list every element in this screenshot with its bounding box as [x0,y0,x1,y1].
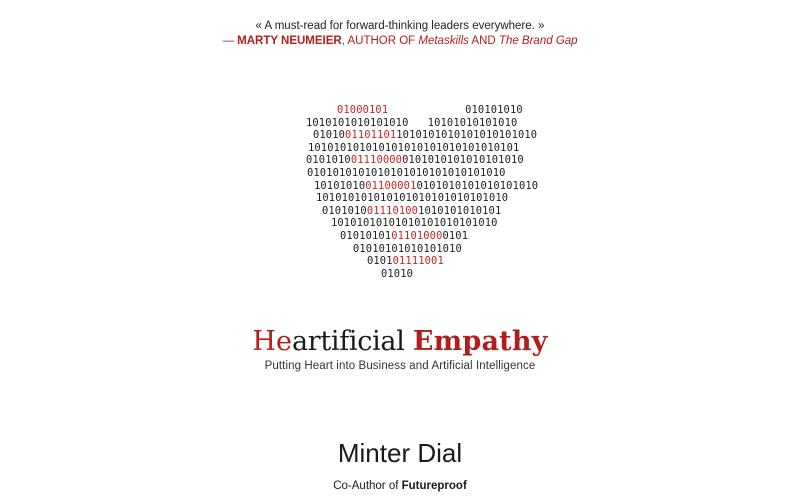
heart-binary-digits: 0101010101010101010101010101010 [307,167,506,179]
heart-binary-digits: 1010101010101010 10101010101010 [306,116,518,129]
heart-binary-digits: 01010 [381,267,414,280]
heart-binary-row [340,230,468,243]
heart-binary-digits: 0101010101010101010 [402,154,524,167]
heart-binary-letter: 01111001 [392,255,444,268]
heart-binary-letter: 01000101 [337,104,389,116]
title-part-artificial: artificial [291,326,413,357]
heart-binary-letter: 01101101 [345,129,397,142]
heart-binary-digits: 1010101010101 [418,204,502,217]
heart-binary-row [307,167,506,180]
title-part-he: He [252,326,292,357]
heart-binary-row [367,255,444,268]
heart-binary-digits: 0101010 [322,204,367,217]
heart-binary-row [314,180,538,193]
heart-binary-row [316,192,508,205]
heart-binary-digits: 0101010 [306,154,351,167]
coauthor-prefix: Co-Author of [333,480,402,492]
heart-binary-row [331,217,498,230]
heart-binary-digits: 0101010101010101010 [416,179,539,192]
heart-binary-row [337,104,523,117]
book-subtitle: Putting Heart into Business and Artificial Intelligence [264,360,536,372]
heart-binary-digits: 01010101010101010 [353,242,462,255]
heart-binary-digits: 01010 [313,129,346,142]
heart-binary-row [353,243,462,256]
endorser-name: MARTY NEUMEIER [237,35,342,47]
heart-binary-digits: 10101010101010101010101010 [331,217,498,230]
heart-binary-digits: 010101010 [465,104,523,116]
heart-binary-row [306,154,524,167]
heart-binary-letter: 01110100 [366,204,419,217]
coauthor-line [0,479,800,493]
attribution-and: AND [468,35,499,47]
title-part-empathy: Empathy [412,326,548,357]
heart-binary-digits: 0101 [442,230,469,242]
endorser-role: , AUTHOR OF [341,35,419,47]
heart-binary-row [308,142,519,155]
endorsement-attribution [0,34,800,49]
heart-binary-row [381,268,413,281]
heart-binary-digits [388,104,465,116]
heart-binary-row [322,205,501,218]
heart-binary-digits: 0101 [367,255,393,268]
heart-binary-letter: 01100001 [365,179,417,192]
book-title [0,325,800,359]
heart-binary-row [313,129,537,142]
heart-binary-letter: 01101000 [391,230,443,242]
coauthor-book: Futureproof [401,480,467,492]
endorser-book-brand-gap: The Brand Gap [498,35,578,47]
heart-binary-digits: 1010101010101010101010 [396,129,538,142]
endorser-book-metaskills: Metaskills [418,35,469,47]
endorsement-quote: « A must-read for forward-thinking leaders everywhere. » [255,20,545,32]
heart-binary-digits: 10101010 [314,179,366,192]
heart-binary-letter: 01110000 [350,154,403,167]
heart-binary-digits: 01010101 [340,230,392,242]
heart-binary-digits: 101010101010101010101010101010 [316,192,509,205]
heart-binary-row [306,117,517,130]
attribution-dash: — [222,35,238,47]
heart-binary-digits: 101010101010101010101010101010101 [308,141,520,154]
author-name: Minter Dial [337,438,463,468]
